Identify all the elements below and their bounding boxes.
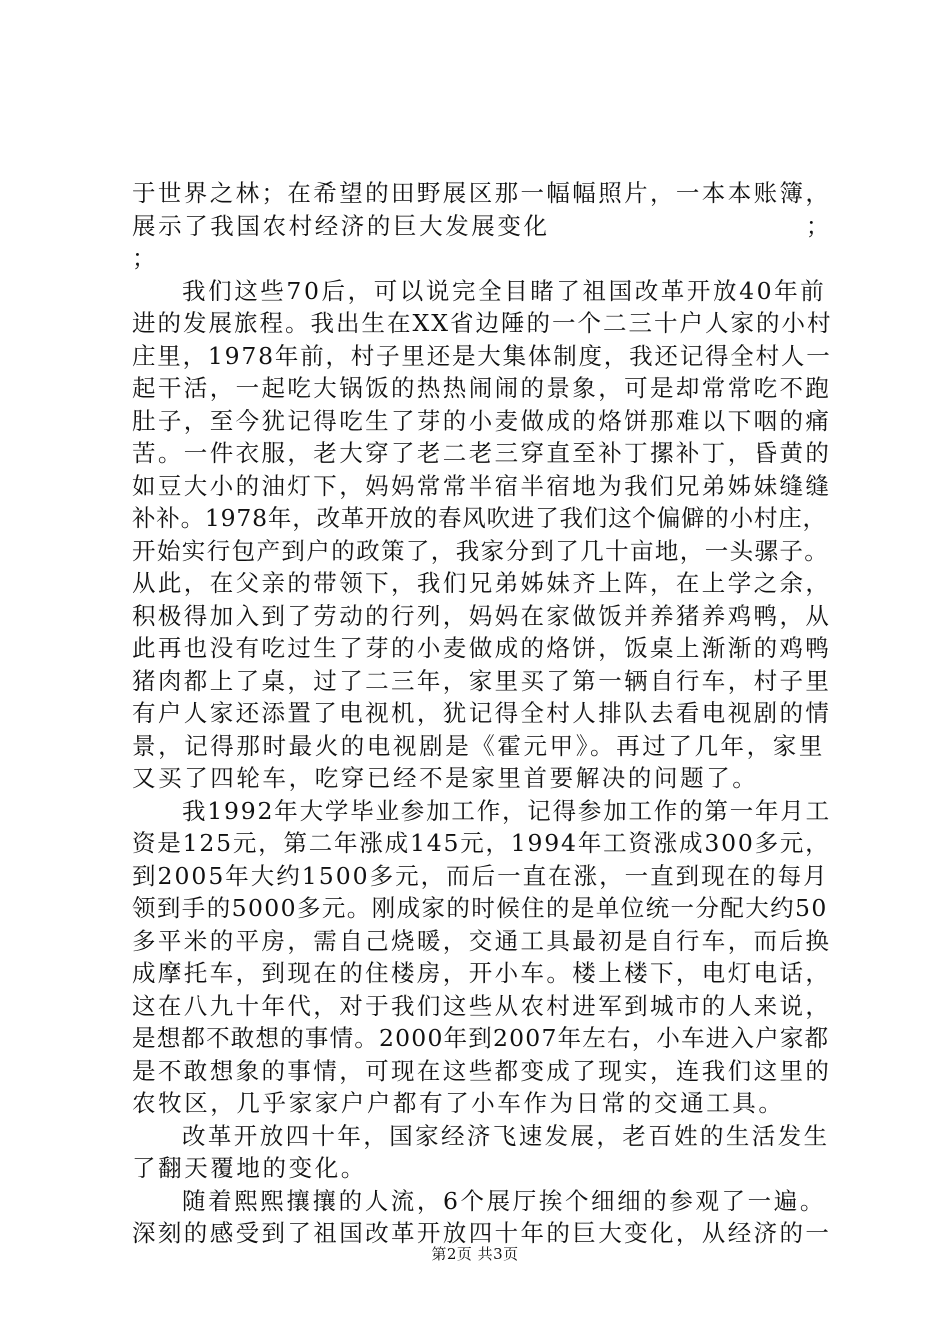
text-line: 又买了四轮车，吃穿已经不是家里首要解决的问题了。 [132,764,759,792]
text-segment: ； [805,211,832,240]
text-line: 多平米的平房，需自己烧暖，交通工具最初是自行车，而后换 [132,926,832,955]
text-line: 了翻天覆地的变化。 [132,1154,367,1182]
text-line: 这在八九十年代，对于我们这些从农村进军到城市的人来说， [132,991,832,1020]
document-body [132,177,832,1250]
paragraph-start-line: 我1992年大学毕业参加工作，记得参加工作的第一年月工 [182,796,831,825]
text-line [132,210,832,243]
page-footer: 第2页 共3页 [431,1245,519,1263]
text-line: 开始实行包产到户的政策了，我家分到了几十亩地，一头骡子。 [132,536,830,565]
text-line: 资是125元，第二年涨成145元，1994年工资涨成300多元， [132,829,831,857]
text-line: 于世界之林；在希望的田野展区那一幅幅照片，一本本账簿， [132,179,832,207]
text-line: 到2005年大约1500多元，而后一直在涨，一直到现在的每月 [132,861,829,890]
text-line: 景，记得那时最火的电视剧是《霍元甲》。再过了几年，家里 [132,731,825,760]
paragraph-start-line: 改革开放四十年，国家经济飞速发展，老百姓的生活发生 [182,1121,830,1150]
text-line: 是想都不敢想的事情。2000年到2007年左右，小车进入户家都 [132,1024,830,1052]
text-line: 成摩托车，到现在的住楼房，开小车。楼上楼下，电灯电话， [132,959,832,987]
text-line: 猪肉都上了桌，过了二三年，家里买了第一辆自行车，村子里 [132,666,832,695]
paragraph-start-line: 我们这些70后，可以说完全目睹了祖国改革开放40年前 [182,276,827,305]
text-line: 有户人家还添置了电视机，犹记得全村人排队去看电视剧的情 [132,699,832,727]
text-line: 是不敢想象的事情，可现在这些都变成了现实，连我们这里的 [132,1056,832,1085]
text-line: ； [132,244,159,272]
text-line: 苦。一件衣服，老大穿了老二老三穿直至补丁摞补丁，昏黄的 [132,439,832,467]
text-line: 深刻的感受到了祖国改革开放四十年的巨大变化，从经济的一 [132,1219,832,1247]
text-line: 进的发展旅程。我出生在XX省边陲的一个二三十户人家的小村 [132,309,833,337]
text-line: 肚子，至今犹记得吃生了芽的小麦做成的烙饼那难以下咽的痛 [132,406,832,435]
text-line: 农牧区，几乎家家户户都有了小车作为日常的交通工具。 [132,1089,785,1117]
text-line: 领到手的5000多元。刚成家的时候住的是单位统一分配大约50 [132,894,828,922]
text-line: 积极得加入到了劳动的行列，妈妈在家做饭并养猪养鸡鸭，从 [132,601,832,630]
text-line: 如豆大小的油灯下，妈妈常常半宿半宿地为我们兄弟姊妹缝缝 [132,471,832,500]
text-line: 起干活，一起吃大锅饭的热热闹闹的景象，可是却常常吃不跑 [132,374,832,402]
text-line: 此再也没有吃过生了芽的小麦做成的烙饼，饭桌上渐渐的鸡鸭 [132,634,832,662]
text-segment: 展示了我国农村经济的巨大发展变化 [132,211,550,240]
text-line: 庄里，1978年前，村子里还是大集体制度，我还记得全村人一 [132,341,832,370]
text-line: 补补。1978年，改革开放的春风吹进了我们这个偏僻的小村庄， [132,504,827,532]
text-line: 从此，在父亲的带领下，我们兄弟姊妹齐上阵，在上学之余， [132,569,832,597]
paragraph-start-line: 随着熙熙攘攘的人流，6个展厅挨个细细的参观了一遍。 [182,1186,826,1215]
